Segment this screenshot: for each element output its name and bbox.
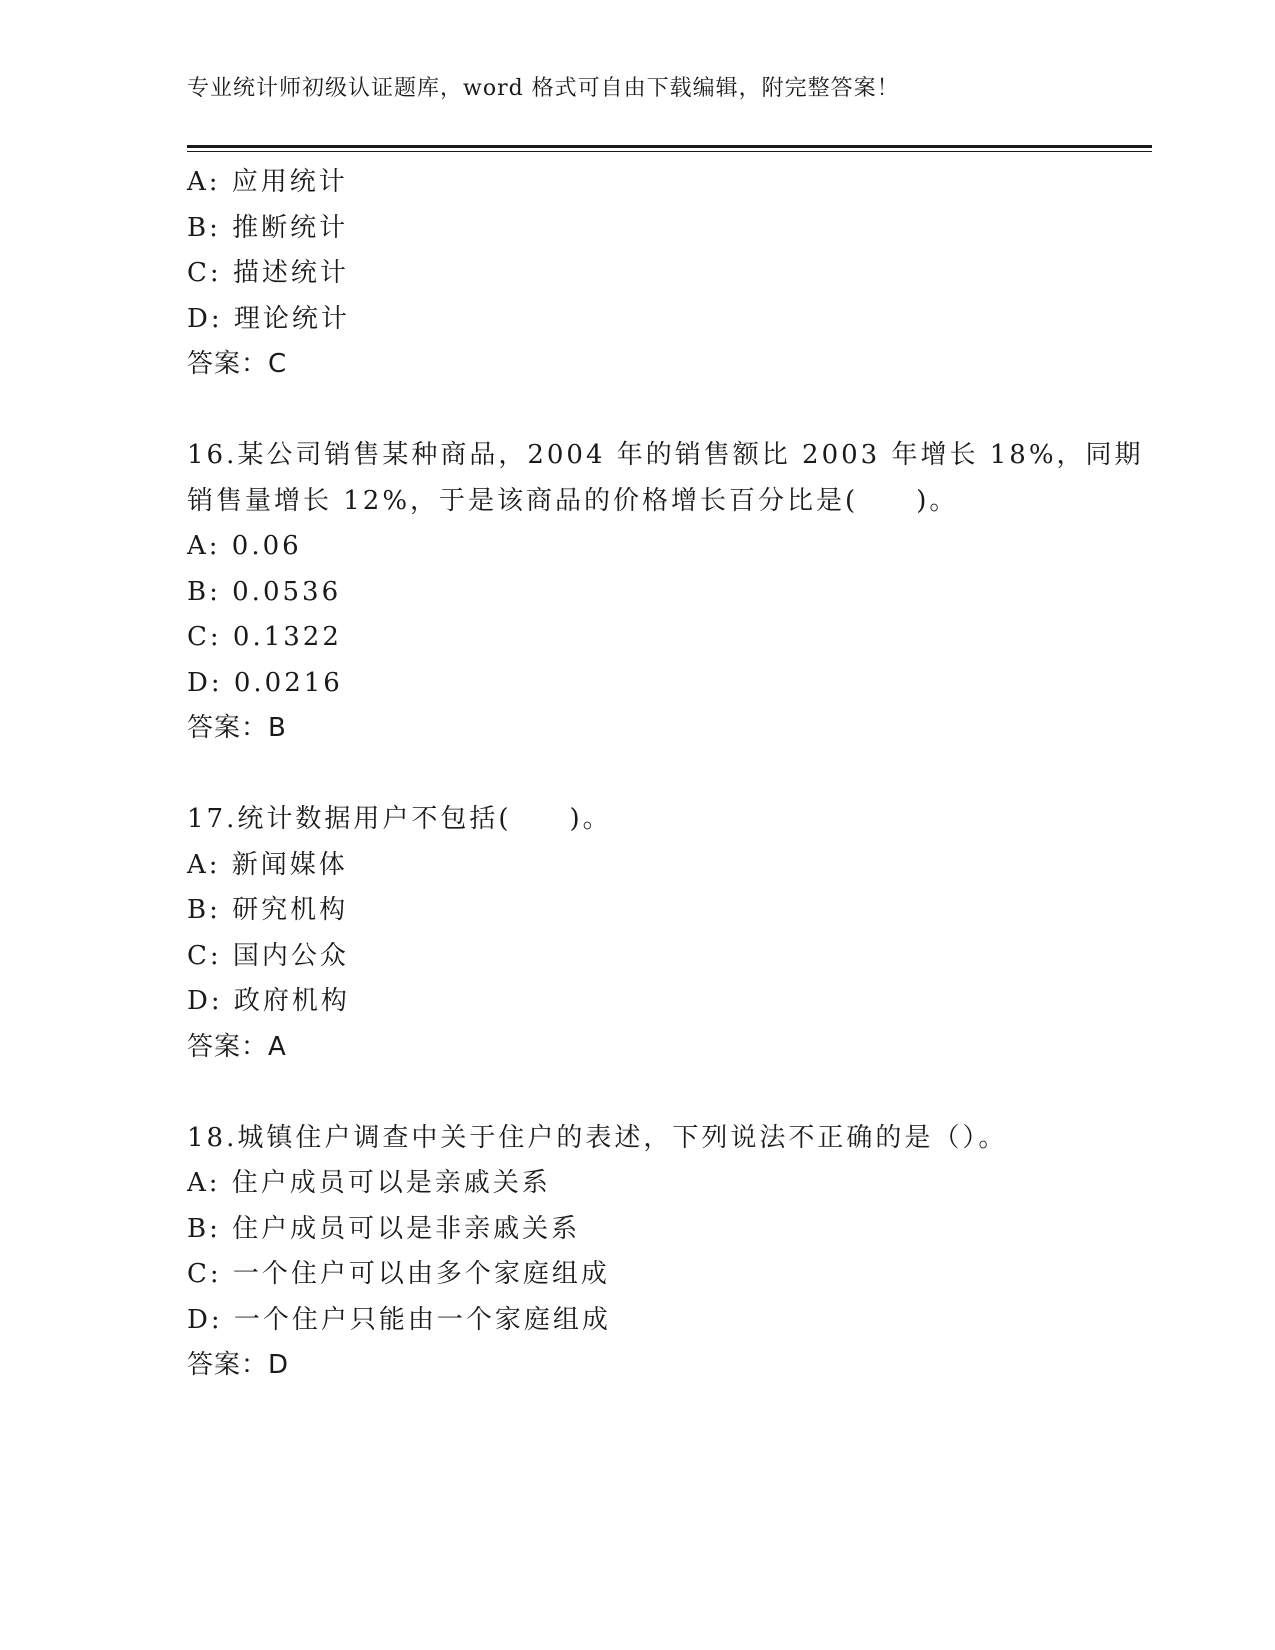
- answer: 答案：C: [187, 349, 288, 379]
- answer: 答案：A: [187, 1031, 287, 1062]
- header-rule-thick: [187, 145, 1152, 148]
- option-a: A: 新闻媒体: [187, 849, 348, 880]
- question-18: [187, 1116, 1152, 1389]
- page-header: 专业统计师初级认证题库，word 格式可自由下载编辑，附完整答案！: [187, 76, 900, 101]
- question-17: [187, 797, 1152, 1070]
- option-b: B: 研究机构: [187, 895, 349, 925]
- option-a: A: 0.06: [187, 531, 302, 561]
- option-d: D: 政府机构: [187, 986, 350, 1016]
- option-c: C: 国内公众: [187, 940, 349, 971]
- question-15-fragment: [187, 160, 1152, 388]
- question-text-line-1: 18.城镇住户调查中关于住户的表述，下列说法不正确的是（）。: [187, 1122, 1008, 1153]
- option-b: B: 0.0536: [187, 576, 342, 607]
- option-a: A: 住户成员可以是亲戚关系: [187, 1168, 551, 1198]
- option-b: B: 推断统计: [187, 212, 349, 243]
- option-d: D: 一个住户只能由一个家庭组成: [187, 1304, 611, 1335]
- spacer: [187, 1070, 1152, 1116]
- option-a: A: 应用统计: [187, 167, 348, 197]
- option-d: D: 理论统计: [187, 303, 350, 334]
- spacer: [187, 388, 1152, 434]
- answer: 答案：D: [187, 1350, 290, 1380]
- option-b: B: 住户成员可以是非亲戚关系: [187, 1213, 581, 1244]
- document-content: [187, 160, 1152, 1389]
- question-text-line-1: 16.某公司销售某种商品，2004 年的销售额比 2003 年增长 18%，同期: [187, 440, 1144, 470]
- question-text-line-2: 销售量增长 12%，于是该商品的价格增长百分比是( )。: [187, 485, 959, 516]
- question-16: [187, 433, 1152, 752]
- spacer: [187, 752, 1152, 798]
- option-c: C: 一个住户可以由多个家庭组成: [187, 1259, 610, 1289]
- option-c: C: 描述统计: [187, 258, 349, 288]
- answer: 答案：B: [187, 713, 287, 743]
- option-c: C: 0.1322: [187, 622, 342, 652]
- question-text-line-1: 17.统计数据用户不包括( )。: [187, 804, 612, 834]
- option-d: D: 0.0216: [187, 667, 343, 698]
- header-rule-thin: [187, 151, 1152, 152]
